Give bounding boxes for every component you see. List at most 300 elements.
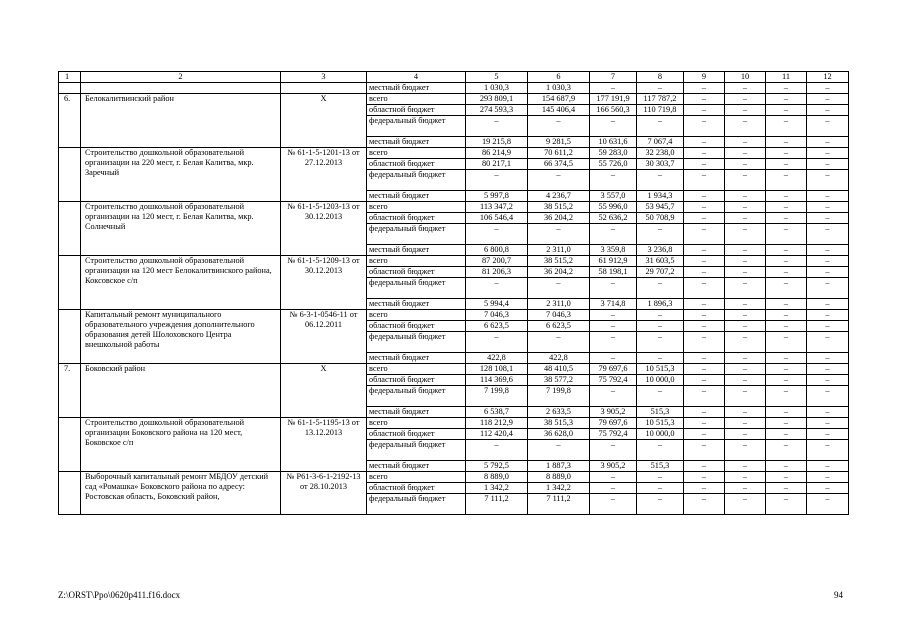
amount-cell: – [684, 148, 725, 159]
amount-cell: 7 199,8 [466, 386, 528, 407]
amount-cell: 8 889,0 [528, 472, 590, 483]
amount-cell: 10 000,0 [637, 375, 684, 386]
amount-cell: – [766, 83, 807, 94]
amount-cell: – [725, 191, 766, 202]
amount-cell: – [766, 170, 807, 191]
amount-cell: – [766, 116, 807, 137]
table-row [59, 256, 849, 267]
amount-cell: 293 809,1 [466, 94, 528, 105]
funding-source-label: федеральный бюджет [367, 224, 466, 245]
amount-cell: – [807, 353, 849, 364]
amount-cell: – [766, 418, 807, 429]
amount-cell: 3 557,0 [590, 191, 637, 202]
amount-cell: 1 030,3 [466, 83, 528, 94]
amount-cell: 106 546,4 [466, 213, 528, 224]
amount-cell: – [807, 83, 849, 94]
amount-cell: – [590, 494, 637, 515]
amount-cell: – [807, 440, 849, 461]
amount-cell: – [637, 224, 684, 245]
amount-cell: – [807, 418, 849, 429]
amount-cell: 117 787,2 [637, 94, 684, 105]
amount-cell: 36 204,2 [528, 267, 590, 278]
amount-cell: 38 515,3 [528, 418, 590, 429]
amount-cell: – [637, 440, 684, 461]
amount-cell: – [725, 202, 766, 213]
funding-source-label: всего [367, 94, 466, 105]
amount-cell: – [766, 256, 807, 267]
amount-cell: 48 410,5 [528, 364, 590, 375]
amount-cell: – [684, 83, 725, 94]
amount-cell: – [807, 310, 849, 321]
amount-cell: – [807, 483, 849, 494]
funding-source-label: областной бюджет [367, 483, 466, 494]
amount-cell: 38 577,2 [528, 375, 590, 386]
funding-source-label: федеральный бюджет [367, 386, 466, 407]
amount-cell: 61 912,9 [590, 256, 637, 267]
project-code: Х [281, 94, 367, 148]
amount-cell: – [684, 116, 725, 137]
row-number [59, 202, 81, 256]
amount-cell: – [766, 321, 807, 332]
amount-cell: 113 347,2 [466, 202, 528, 213]
funding-source-label: всего [367, 148, 466, 159]
amount-cell: 38 515,2 [528, 256, 590, 267]
amount-cell: 177 191,9 [590, 94, 637, 105]
amount-cell: – [807, 137, 849, 148]
amount-cell: – [725, 418, 766, 429]
funding-source-label: федеральный бюджет [367, 440, 466, 461]
amount-cell: – [766, 494, 807, 515]
amount-cell: 5 994,4 [466, 299, 528, 310]
amount-cell: – [725, 148, 766, 159]
amount-cell: 422,8 [528, 353, 590, 364]
amount-cell: – [590, 386, 637, 407]
column-number-header [59, 72, 849, 83]
column-header-3: 3 [281, 72, 367, 83]
amount-cell: – [807, 148, 849, 159]
amount-cell: – [725, 105, 766, 116]
table-row [59, 418, 849, 429]
amount-cell: – [725, 278, 766, 299]
amount-cell: – [637, 321, 684, 332]
amount-cell: – [725, 364, 766, 375]
object-name: Капитальный ремонт муниципального образовательного учреждения дополнительного образования детей Шолоховского Центра внешкольной работы [81, 310, 281, 364]
column-header-11: 11 [766, 72, 807, 83]
funding-source-label: местный бюджет [367, 191, 466, 202]
amount-cell: – [807, 213, 849, 224]
project-code: № 61-1-5-1195-13 от 13.12.2013 [281, 418, 367, 472]
row-number [59, 83, 81, 94]
amount-cell: – [725, 494, 766, 515]
funding-source-label: местный бюджет [367, 245, 466, 256]
funding-source-label: областной бюджет [367, 213, 466, 224]
amount-cell: 110 719,8 [637, 105, 684, 116]
funding-source-label: федеральный бюджет [367, 170, 466, 191]
amount-cell: – [807, 191, 849, 202]
funding-source-label: федеральный бюджет [367, 332, 466, 353]
funding-source-label: всего [367, 310, 466, 321]
amount-cell: 145 406,4 [528, 105, 590, 116]
funding-source-label: федеральный бюджет [367, 494, 466, 515]
amount-cell: – [528, 224, 590, 245]
funding-source-label: всего [367, 202, 466, 213]
amount-cell: – [766, 483, 807, 494]
amount-cell: 10 515,3 [637, 364, 684, 375]
amount-cell: 75 792,4 [590, 429, 637, 440]
column-header-7: 7 [590, 72, 637, 83]
amount-cell: – [684, 353, 725, 364]
amount-cell: – [466, 116, 528, 137]
object-name: Строительство дошкольной образовательной организации Боковского района на 120 мест, Боковское с/п [81, 418, 281, 472]
amount-cell: 55 996,0 [590, 202, 637, 213]
amount-cell: – [766, 386, 807, 407]
object-name [81, 83, 281, 94]
amount-cell: – [766, 224, 807, 245]
amount-cell: 4 236,7 [528, 191, 590, 202]
funding-source-label: всего [367, 418, 466, 429]
amount-cell: – [590, 278, 637, 299]
amount-cell: 515,3 [637, 461, 684, 472]
amount-cell: – [807, 321, 849, 332]
amount-cell: 52 636,2 [590, 213, 637, 224]
amount-cell: – [684, 299, 725, 310]
amount-cell: 36 628,0 [528, 429, 590, 440]
amount-cell: 3 714,8 [590, 299, 637, 310]
amount-cell: – [684, 170, 725, 191]
table-row [59, 364, 849, 375]
amount-cell: 29 707,2 [637, 267, 684, 278]
amount-cell: 3 905,2 [590, 461, 637, 472]
amount-cell: – [637, 472, 684, 483]
amount-cell: 7 046,3 [528, 310, 590, 321]
amount-cell: 7 111,2 [528, 494, 590, 515]
amount-cell: – [528, 278, 590, 299]
budget-table [58, 71, 849, 515]
amount-cell: – [725, 407, 766, 418]
amount-cell: – [766, 191, 807, 202]
row-number [59, 256, 81, 310]
amount-cell: 55 726,0 [590, 159, 637, 170]
amount-cell: 1 896,3 [637, 299, 684, 310]
project-code: № 61-1-5-1201-13 от 27.12.2013 [281, 148, 367, 202]
amount-cell: – [725, 310, 766, 321]
amount-cell: 81 206,3 [466, 267, 528, 278]
amount-cell: – [766, 310, 807, 321]
amount-cell: 3 236,8 [637, 245, 684, 256]
funding-source-label: областной бюджет [367, 159, 466, 170]
funding-source-label: всего [367, 256, 466, 267]
amount-cell: 6 800,8 [466, 245, 528, 256]
amount-cell: – [466, 278, 528, 299]
amount-cell: – [725, 83, 766, 94]
table-row [59, 83, 849, 94]
amount-cell: – [725, 245, 766, 256]
amount-cell: – [684, 213, 725, 224]
amount-cell: – [807, 461, 849, 472]
amount-cell: 1 887,3 [528, 461, 590, 472]
amount-cell: 7 111,2 [466, 494, 528, 515]
table-row [59, 94, 849, 105]
amount-cell: – [807, 364, 849, 375]
amount-cell: – [766, 105, 807, 116]
amount-cell: – [766, 407, 807, 418]
amount-cell: 8 889,0 [466, 472, 528, 483]
amount-cell: – [684, 494, 725, 515]
amount-cell: – [637, 386, 684, 407]
amount-cell: – [684, 245, 725, 256]
amount-cell: – [766, 299, 807, 310]
project-code: № 61-1-5-1209-13 от 30.12.2013 [281, 256, 367, 310]
amount-cell: – [766, 278, 807, 299]
project-code: № Р61-3-6-1-2192-13 от 28.10.2013 [281, 472, 367, 515]
amount-cell: 7 067,4 [637, 137, 684, 148]
amount-cell: – [766, 159, 807, 170]
amount-cell: 2 311,0 [528, 245, 590, 256]
funding-source-label: всего [367, 364, 466, 375]
amount-cell: – [684, 191, 725, 202]
amount-cell: 9 281,5 [528, 137, 590, 148]
amount-cell: 31 603,5 [637, 256, 684, 267]
amount-cell: – [766, 245, 807, 256]
amount-cell: – [637, 83, 684, 94]
funding-source-label: областной бюджет [367, 321, 466, 332]
amount-cell: – [590, 224, 637, 245]
amount-cell: – [725, 321, 766, 332]
amount-cell: 1 934,3 [637, 191, 684, 202]
footer-page-number: 94 [834, 590, 843, 600]
amount-cell: 7 199,8 [528, 386, 590, 407]
amount-cell: – [807, 224, 849, 245]
funding-source-label: местный бюджет [367, 353, 466, 364]
amount-cell: – [637, 353, 684, 364]
amount-cell: – [466, 170, 528, 191]
amount-cell: – [725, 375, 766, 386]
amount-cell: 515,3 [637, 407, 684, 418]
project-code: Х [281, 364, 367, 418]
amount-cell: – [590, 116, 637, 137]
amount-cell: 1 342,2 [528, 483, 590, 494]
object-name: Строительство дошкольной образовательной организации на 220 мест, г. Белая Калитва, мкр. Заречный [81, 148, 281, 202]
amount-cell: – [725, 159, 766, 170]
amount-cell: – [725, 332, 766, 353]
amount-cell: – [725, 224, 766, 245]
amount-cell: – [766, 267, 807, 278]
amount-cell: 36 204,2 [528, 213, 590, 224]
amount-cell: – [684, 429, 725, 440]
amount-cell: 19 215,8 [466, 137, 528, 148]
amount-cell: – [684, 483, 725, 494]
amount-cell: – [766, 461, 807, 472]
amount-cell: – [528, 332, 590, 353]
amount-cell: – [590, 83, 637, 94]
amount-cell: 86 214,9 [466, 148, 528, 159]
amount-cell: 166 560,3 [590, 105, 637, 116]
amount-cell: 7 046,3 [466, 310, 528, 321]
project-code [281, 83, 367, 94]
funding-source-label: местный бюджет [367, 461, 466, 472]
amount-cell: – [684, 440, 725, 461]
object-name: Боковский район [81, 364, 281, 418]
amount-cell: – [725, 213, 766, 224]
amount-cell: – [807, 299, 849, 310]
amount-cell: – [807, 386, 849, 407]
funding-source-label: областной бюджет [367, 429, 466, 440]
funding-source-label: областной бюджет [367, 105, 466, 116]
amount-cell: – [637, 170, 684, 191]
object-name: Строительство дошкольной образовательной организации на 120 мест, г. Белая Калитва, мкр. Солнечный [81, 202, 281, 256]
amount-cell: – [807, 202, 849, 213]
amount-cell: 3 905,2 [590, 407, 637, 418]
amount-cell: – [766, 429, 807, 440]
table-row [59, 310, 849, 321]
amount-cell: 128 108,1 [466, 364, 528, 375]
amount-cell: – [590, 353, 637, 364]
amount-cell: – [807, 256, 849, 267]
amount-cell: 5 792,5 [466, 461, 528, 472]
table-body [59, 72, 849, 515]
object-name: Белокалитвинский район [81, 94, 281, 148]
amount-cell: 30 303,7 [637, 159, 684, 170]
amount-cell: 50 708,9 [637, 213, 684, 224]
row-number: 7. [59, 364, 81, 418]
amount-cell: 79 697,6 [590, 364, 637, 375]
funding-source-label: местный бюджет [367, 407, 466, 418]
amount-cell: – [684, 137, 725, 148]
amount-cell: 6 623,5 [466, 321, 528, 332]
amount-cell: – [807, 94, 849, 105]
funding-source-label: федеральный бюджет [367, 116, 466, 137]
amount-cell: 59 283,0 [590, 148, 637, 159]
row-number [59, 310, 81, 364]
amount-cell: – [807, 472, 849, 483]
amount-cell: 32 238,0 [637, 148, 684, 159]
row-number [59, 472, 81, 515]
amount-cell: – [766, 148, 807, 159]
amount-cell: – [766, 364, 807, 375]
amount-cell: 66 374,5 [528, 159, 590, 170]
amount-cell: – [528, 116, 590, 137]
row-number [59, 418, 81, 472]
amount-cell: – [684, 461, 725, 472]
amount-cell: – [684, 418, 725, 429]
amount-cell: – [590, 440, 637, 461]
amount-cell: – [466, 440, 528, 461]
amount-cell: 70 611,2 [528, 148, 590, 159]
amount-cell: – [807, 116, 849, 137]
amount-cell: 2 633,5 [528, 407, 590, 418]
amount-cell: – [466, 332, 528, 353]
funding-source-label: всего [367, 472, 466, 483]
column-header-9: 9 [684, 72, 725, 83]
project-code: № 61-1-5-1203-13 от 30.12.2013 [281, 202, 367, 256]
amount-cell: – [684, 267, 725, 278]
amount-cell: 75 792,4 [590, 375, 637, 386]
amount-cell: – [766, 440, 807, 461]
amount-cell: 58 198,1 [590, 267, 637, 278]
amount-cell: – [766, 202, 807, 213]
amount-cell: – [684, 332, 725, 353]
amount-cell: – [684, 310, 725, 321]
amount-cell: – [725, 461, 766, 472]
amount-cell: – [766, 375, 807, 386]
amount-cell: – [590, 472, 637, 483]
amount-cell: 5 997,8 [466, 191, 528, 202]
amount-cell: – [725, 299, 766, 310]
amount-cell: – [590, 310, 637, 321]
amount-cell: 53 945,7 [637, 202, 684, 213]
amount-cell: – [684, 256, 725, 267]
amount-cell: – [807, 170, 849, 191]
amount-cell: – [725, 94, 766, 105]
amount-cell: – [466, 224, 528, 245]
amount-cell: 274 593,3 [466, 105, 528, 116]
amount-cell: 118 212,9 [466, 418, 528, 429]
amount-cell: 6 538,7 [466, 407, 528, 418]
column-header-1: 1 [59, 72, 81, 83]
amount-cell: – [684, 407, 725, 418]
amount-cell: – [725, 483, 766, 494]
amount-cell: – [528, 170, 590, 191]
amount-cell: – [684, 386, 725, 407]
table-row [59, 472, 849, 483]
amount-cell: 6 623,5 [528, 321, 590, 332]
column-header-12: 12 [807, 72, 849, 83]
project-code: № 6-3-1-0546-11 от 06.12.2011 [281, 310, 367, 364]
amount-cell: 79 697,6 [590, 418, 637, 429]
column-header-2: 2 [81, 72, 281, 83]
amount-cell: – [684, 105, 725, 116]
amount-cell: – [725, 472, 766, 483]
amount-cell: 154 687,9 [528, 94, 590, 105]
amount-cell: – [807, 429, 849, 440]
amount-cell: – [590, 332, 637, 353]
amount-cell: – [725, 386, 766, 407]
amount-cell: – [766, 94, 807, 105]
amount-cell: – [807, 407, 849, 418]
amount-cell: – [684, 364, 725, 375]
amount-cell: 10 631,6 [590, 137, 637, 148]
amount-cell: – [766, 353, 807, 364]
amount-cell: – [725, 440, 766, 461]
amount-cell: – [807, 375, 849, 386]
row-number [59, 148, 81, 202]
amount-cell: – [637, 278, 684, 299]
amount-cell: – [684, 224, 725, 245]
funding-source-label: областной бюджет [367, 267, 466, 278]
amount-cell: – [725, 267, 766, 278]
amount-cell: – [807, 278, 849, 299]
amount-cell: – [684, 321, 725, 332]
funding-source-label: местный бюджет [367, 137, 466, 148]
amount-cell: 10 515,3 [637, 418, 684, 429]
amount-cell: – [637, 116, 684, 137]
amount-cell: – [725, 170, 766, 191]
amount-cell: – [684, 202, 725, 213]
amount-cell: – [637, 332, 684, 353]
table-row [59, 148, 849, 159]
amount-cell: 3 359,8 [590, 245, 637, 256]
amount-cell: 1 342,2 [466, 483, 528, 494]
amount-cell: – [725, 256, 766, 267]
amount-cell: – [637, 310, 684, 321]
amount-cell: – [725, 353, 766, 364]
column-header-6: 6 [528, 72, 590, 83]
amount-cell: – [766, 213, 807, 224]
object-name: Выборочный капитальный ремонт МБДОУ детский сад «Ромашка» Боковского района по адресу: Ростовская область, Боковский район, [81, 472, 281, 515]
amount-cell: – [807, 332, 849, 353]
amount-cell: 1 030,3 [528, 83, 590, 94]
amount-cell: – [725, 429, 766, 440]
